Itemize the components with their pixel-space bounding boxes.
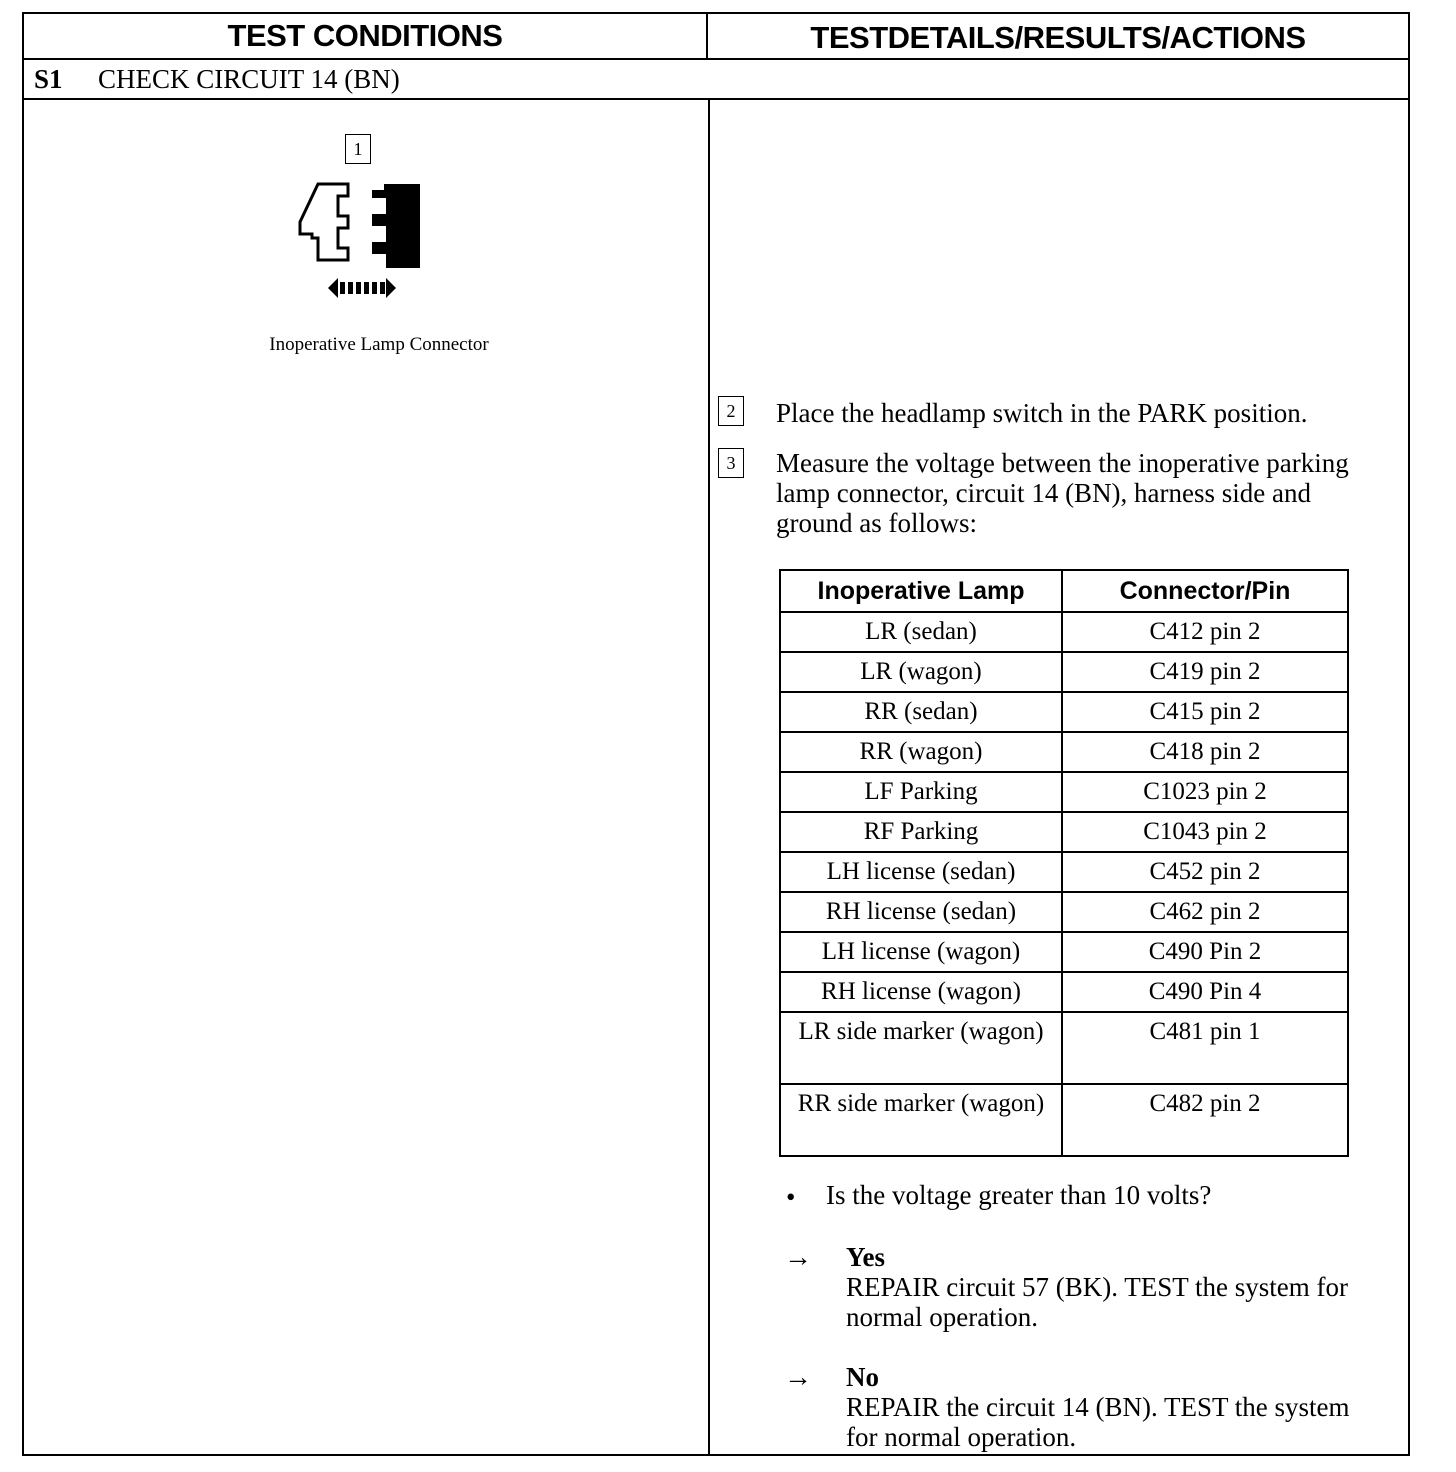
lamp-cell: RR (sedan) bbox=[780, 692, 1062, 732]
connector-disconnect-icon bbox=[292, 176, 426, 306]
step-number-box-1: 1 bbox=[345, 134, 371, 164]
lamp-cell: RR side marker (wagon) bbox=[780, 1084, 1062, 1156]
column-divider bbox=[708, 98, 710, 1454]
table-row bbox=[780, 972, 1348, 1012]
column-header-connector: Connector/Pin bbox=[1062, 570, 1348, 612]
step-id: S1 bbox=[34, 63, 63, 94]
answer-yes-text: REPAIR circuit 57 (BK). TEST the system for normal operation. bbox=[846, 1272, 1348, 1332]
answer-yes-label: Yes bbox=[846, 1242, 885, 1272]
step-number-box-3: 3 bbox=[718, 448, 744, 478]
table-row bbox=[780, 932, 1348, 972]
connector-cell: C490 Pin 2 bbox=[1062, 932, 1348, 972]
bullet-icon: • bbox=[786, 1182, 796, 1212]
step-title: CHECK CIRCUIT 14 (BN) bbox=[98, 63, 400, 94]
arrow-right-icon: → bbox=[784, 1362, 812, 1393]
table-row bbox=[780, 1012, 1348, 1084]
lamp-cell: LF Parking bbox=[780, 772, 1062, 812]
connector-cell: C412 pin 2 bbox=[1062, 612, 1348, 652]
table-header-row bbox=[780, 570, 1348, 612]
lamp-cell: LR side marker (wagon) bbox=[780, 1012, 1062, 1084]
table-row bbox=[780, 1084, 1348, 1156]
instruction-text-3: Measure the voltage between the inoperative parking lamp connector, circuit 14 (BN), harness side and ground as follows: bbox=[776, 448, 1349, 538]
connector-cell: C1043 pin 2 bbox=[1062, 812, 1348, 852]
connector-cell: C1023 pin 2 bbox=[1062, 772, 1348, 812]
procedure-table bbox=[22, 12, 1410, 1456]
connector-cell: C482 pin 2 bbox=[1062, 1084, 1348, 1156]
connector-caption: Inoperative Lamp Connector bbox=[269, 334, 489, 355]
table-row bbox=[780, 612, 1348, 652]
instruction-text-2: Place the headlamp switch in the PARK position. bbox=[776, 398, 1308, 428]
lamp-cell: RR (wagon) bbox=[780, 732, 1062, 772]
lamp-cell: RH license (wagon) bbox=[780, 972, 1062, 1012]
answer-no-label: No bbox=[846, 1362, 879, 1392]
step-title-row bbox=[24, 60, 1408, 98]
lamp-cell: LH license (wagon) bbox=[780, 932, 1062, 972]
connector-pin-table bbox=[779, 569, 1349, 1157]
connector-cell: C419 pin 2 bbox=[1062, 652, 1348, 692]
answer-no-text: REPAIR the circuit 14 (BN). TEST the system for normal operation. bbox=[846, 1392, 1350, 1452]
question-text: Is the voltage greater than 10 volts? bbox=[826, 1180, 1212, 1210]
header-test-details: TESTDETAILS/RESULTS/ACTIONS bbox=[810, 20, 1306, 55]
lamp-cell: LR (sedan) bbox=[780, 612, 1062, 652]
divider bbox=[24, 98, 1408, 100]
connector-cell: C418 pin 2 bbox=[1062, 732, 1348, 772]
arrow-right-icon: → bbox=[784, 1242, 812, 1273]
step-number-box-2: 2 bbox=[718, 396, 744, 426]
connector-cell: C452 pin 2 bbox=[1062, 852, 1348, 892]
connector-cell: C462 pin 2 bbox=[1062, 892, 1348, 932]
lamp-cell: LR (wagon) bbox=[780, 652, 1062, 692]
table-row bbox=[780, 732, 1348, 772]
table-row bbox=[780, 692, 1348, 732]
header-test-conditions: TEST CONDITIONS bbox=[24, 14, 708, 58]
table-row bbox=[780, 892, 1348, 932]
lamp-cell: RF Parking bbox=[780, 812, 1062, 852]
lamp-cell: RH license (sedan) bbox=[780, 892, 1062, 932]
table-row bbox=[780, 772, 1348, 812]
column-header-lamp: Inoperative Lamp bbox=[780, 570, 1062, 612]
connector-cell: C415 pin 2 bbox=[1062, 692, 1348, 732]
table-row bbox=[780, 852, 1348, 892]
table-row bbox=[780, 812, 1348, 852]
table-row bbox=[780, 652, 1348, 692]
connector-cell: C481 pin 1 bbox=[1062, 1012, 1348, 1084]
lamp-cell: LH license (sedan) bbox=[780, 852, 1062, 892]
connector-cell: C490 Pin 4 bbox=[1062, 972, 1348, 1012]
